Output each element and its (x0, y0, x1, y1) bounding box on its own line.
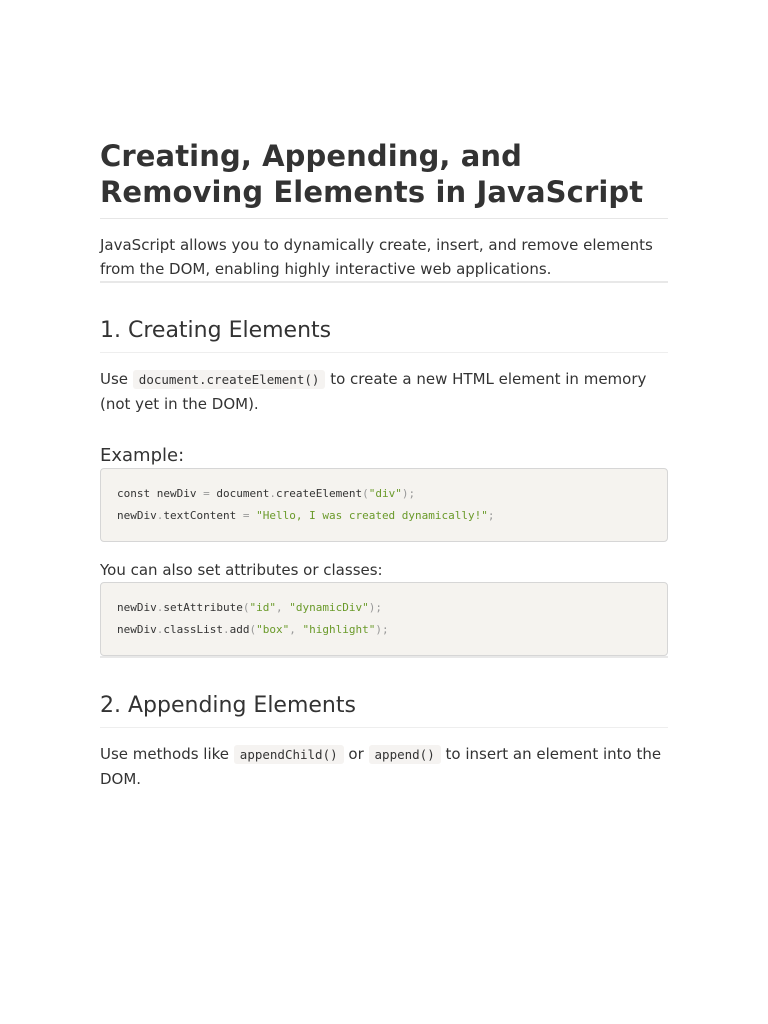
code-line-2: newDiv.classList.add("box", "highlight"); (117, 623, 389, 636)
code-line-1: const newDiv = document.createElement("div"); (117, 487, 416, 500)
intro-paragraph: JavaScript allows you to dynamically create, insert, and remove elements from the DOM, enabling highly interactive web applications. (100, 236, 653, 278)
code-line-2: newDiv.textContent = "Hello, I was created dynamically!"; (117, 509, 495, 522)
section-divider (100, 656, 668, 658)
appending-paragraph: Use methods like appendChild() or append() to insert an element into the DOM. (100, 745, 662, 788)
inline-code-appendchild: appendChild() (234, 745, 344, 764)
section-divider (100, 281, 668, 283)
attributes-paragraph: You can also set attributes or classes: (100, 561, 383, 579)
example-heading: Example: (100, 445, 185, 466)
code-line-1: newDiv.setAttribute("id", "dynamicDiv"); (117, 601, 382, 614)
code-block-create (100, 468, 668, 542)
creating-text-after: to create a new HTML element in memory (not yet in the DOM). (100, 370, 647, 413)
page-title: Creating, Appending, and Removing Elements in JavaScript (100, 138, 668, 219)
creating-text-before: Use (100, 370, 133, 388)
code-block-attributes (100, 582, 668, 656)
inline-code-createelement: document.createElement() (133, 370, 326, 389)
section-heading-creating: 1. Creating Elements (100, 316, 668, 353)
section-heading-appending: 2. Appending Elements (100, 691, 668, 728)
creating-paragraph (100, 367, 668, 416)
inline-code-append: append() (369, 745, 441, 764)
